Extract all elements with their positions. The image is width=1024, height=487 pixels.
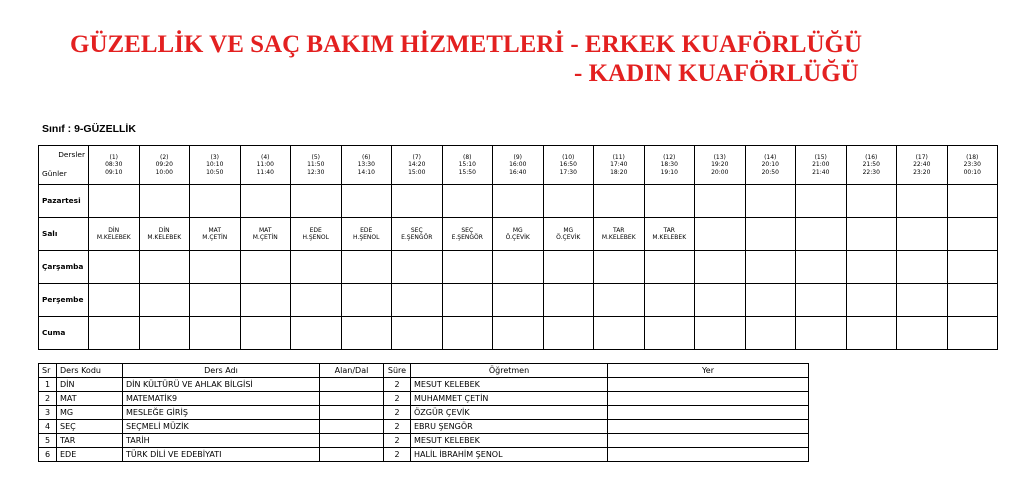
period-end: 16:40: [509, 168, 527, 176]
period-num: (4): [261, 153, 270, 161]
course-field: [320, 378, 384, 392]
header-place: Yer: [608, 364, 809, 378]
lesson-cell: [897, 251, 948, 284]
course-sr: 4: [39, 420, 57, 434]
lesson-cell: [644, 251, 695, 284]
lesson-cell: [543, 317, 594, 350]
course-row: [39, 406, 809, 420]
period-num: (10): [562, 153, 575, 161]
lesson-cell: [291, 284, 342, 317]
course-name: TÜRK DİLİ VE EDEBİYATI: [123, 448, 320, 462]
period-header: [644, 146, 695, 185]
period-num: (5): [311, 153, 320, 161]
lesson-cell: [493, 218, 544, 251]
lesson-cell: [139, 185, 190, 218]
course-duration: 2: [384, 406, 411, 420]
course-code: TAR: [57, 434, 123, 448]
course-teacher: EBRU ŞENGÖR: [411, 420, 608, 434]
course-sr: 5: [39, 434, 57, 448]
course-row: [39, 448, 809, 462]
course-duration: 2: [384, 434, 411, 448]
period-end: 23:20: [913, 168, 931, 176]
period-num: (11): [612, 153, 625, 161]
period-start: 15:10: [458, 161, 476, 169]
lesson-teacher: Ö.ÇEVİK: [505, 234, 530, 241]
period-header: [493, 146, 544, 185]
day-row: [39, 251, 998, 284]
period-header: [897, 146, 948, 185]
lesson-cell: [796, 218, 847, 251]
period-end: 10:50: [206, 168, 224, 176]
lesson-cell: [594, 284, 645, 317]
lesson-cell: [341, 218, 392, 251]
lesson-cell: [493, 317, 544, 350]
header-teacher: Öğretmen: [411, 364, 608, 378]
period-header: [947, 146, 998, 185]
course-name: TARİH: [123, 434, 320, 448]
period-end: 15:50: [458, 168, 476, 176]
lesson-cell: [644, 185, 695, 218]
period-end: 19:10: [660, 168, 678, 176]
course-field: [320, 406, 384, 420]
period-start: 11:50: [307, 161, 325, 169]
course-code: MAT: [57, 392, 123, 406]
course-teacher: HALİL İBRAHİM ŞENOL: [411, 448, 608, 462]
lesson-cell: [796, 317, 847, 350]
lesson-cell: [190, 317, 241, 350]
lesson-cell: [392, 284, 443, 317]
lesson-cell: [341, 185, 392, 218]
period-start: 21:50: [862, 161, 880, 169]
weekly-schedule-table: [38, 145, 998, 350]
course-code: DİN: [57, 378, 123, 392]
course-duration: 2: [384, 378, 411, 392]
lesson-cell: [695, 317, 746, 350]
period-start: 08:30: [105, 161, 123, 169]
course-sr: 6: [39, 448, 57, 462]
period-header: [341, 146, 392, 185]
lesson-cell: [89, 317, 140, 350]
period-end: 12:30: [307, 168, 325, 176]
lesson-teacher: M.KELEBEK: [96, 234, 131, 241]
lesson-cell: [341, 284, 392, 317]
period-start: 18:30: [660, 161, 678, 169]
lesson-cell: [543, 185, 594, 218]
lesson-cell: [493, 251, 544, 284]
lesson-cell: [442, 317, 493, 350]
lesson-cell: [190, 251, 241, 284]
period-start: 22:40: [913, 161, 931, 169]
lesson-cell: [89, 185, 140, 218]
period-num: (15): [814, 153, 827, 161]
header-name: Ders Adı: [123, 364, 320, 378]
period-num: (14): [764, 153, 777, 161]
course-field: [320, 392, 384, 406]
period-num: (9): [513, 153, 522, 161]
period-num: (13): [713, 153, 726, 161]
class-label: Sınıf : 9-GÜZELLİK: [42, 123, 136, 135]
period-header: [442, 146, 493, 185]
lesson-cell: [846, 284, 897, 317]
day-label: Cuma: [39, 317, 89, 350]
period-header: [796, 146, 847, 185]
day-label: Çarşamba: [39, 251, 89, 284]
course-sr: 3: [39, 406, 57, 420]
lesson-cell: [745, 251, 796, 284]
course-code: EDE: [57, 448, 123, 462]
lesson-teacher: M.KELEBEK: [652, 234, 687, 241]
lesson-cell: [392, 251, 443, 284]
lesson-cell: [745, 185, 796, 218]
lesson-code: MAT: [259, 226, 272, 234]
course-duration: 2: [384, 392, 411, 406]
lesson-cell: [897, 284, 948, 317]
period-header: [291, 146, 342, 185]
period-end: 20:00: [711, 168, 729, 176]
lesson-cell: [695, 185, 746, 218]
lesson-cell: [392, 218, 443, 251]
period-end: 09:10: [105, 168, 123, 176]
lesson-cell: [846, 218, 897, 251]
period-num: (12): [663, 153, 676, 161]
course-name: MESLEĞE GİRİŞ: [123, 406, 320, 420]
period-start: 19:20: [711, 161, 729, 169]
lesson-cell: [897, 317, 948, 350]
lesson-cell: [139, 317, 190, 350]
period-num: (1): [109, 153, 118, 161]
day-row: [39, 284, 998, 317]
period-end: 17:30: [559, 168, 577, 176]
period-start: 13:30: [357, 161, 375, 169]
header-sr: Sr: [39, 364, 57, 378]
lesson-cell: [240, 317, 291, 350]
period-header: [543, 146, 594, 185]
course-list-table: [38, 363, 809, 462]
period-header: [240, 146, 291, 185]
page-title-line-1: GÜZELLİK VE SAÇ BAKIM HİZMETLERİ - ERKEK KUAFÖRLÜĞÜ: [70, 31, 863, 58]
lesson-teacher: E.ŞENGÖR: [451, 234, 483, 241]
lesson-cell: [240, 218, 291, 251]
course-header-row: [39, 364, 809, 378]
period-header: [139, 146, 190, 185]
lesson-cell: [745, 284, 796, 317]
course-row: [39, 434, 809, 448]
lesson-cell: [796, 185, 847, 218]
corner-lessons-label: Dersler: [58, 150, 85, 159]
lesson-teacher: M.KELEBEK: [147, 234, 182, 241]
period-header: [846, 146, 897, 185]
lesson-code: EDE: [360, 226, 373, 234]
day-row: [39, 185, 998, 218]
lesson-cell: [341, 317, 392, 350]
period-start: 09:20: [155, 161, 173, 169]
lesson-cell: [644, 218, 695, 251]
lesson-cell: [392, 185, 443, 218]
period-num: (7): [412, 153, 421, 161]
lesson-cell: [594, 317, 645, 350]
lesson-cell: [543, 284, 594, 317]
lesson-cell: [543, 218, 594, 251]
period-num: (2): [160, 153, 169, 161]
period-end: 14:10: [357, 168, 375, 176]
lesson-teacher: M.ÇETİN: [252, 234, 278, 241]
period-num: (3): [210, 153, 219, 161]
period-start: 20:10: [761, 161, 779, 169]
course-name: SEÇMELİ MÜZİK: [123, 420, 320, 434]
course-duration: 2: [384, 448, 411, 462]
lesson-cell: [291, 317, 342, 350]
course-list-body: [39, 378, 809, 462]
lesson-cell: [947, 284, 998, 317]
period-end: 15:00: [408, 168, 426, 176]
course-field: [320, 434, 384, 448]
course-row: [39, 420, 809, 434]
day-row: [39, 218, 998, 251]
course-teacher: MESUT KELEBEK: [411, 434, 608, 448]
course-place: [608, 378, 809, 392]
lesson-teacher: M.KELEBEK: [601, 234, 636, 241]
lesson-cell: [846, 317, 897, 350]
lesson-cell: [947, 185, 998, 218]
lesson-cell: [442, 185, 493, 218]
course-row: [39, 392, 809, 406]
period-end: 22:30: [862, 168, 880, 176]
lesson-cell: [493, 185, 544, 218]
lesson-code: SEÇ: [410, 226, 423, 234]
course-teacher: MESUT KELEBEK: [411, 378, 608, 392]
course-sr: 1: [39, 378, 57, 392]
lesson-cell: [89, 218, 140, 251]
course-field: [320, 420, 384, 434]
lesson-cell: [139, 218, 190, 251]
course-code: SEÇ: [57, 420, 123, 434]
period-start: 16:00: [509, 161, 527, 169]
course-sr: 2: [39, 392, 57, 406]
course-place: [608, 420, 809, 434]
period-end: 00:10: [963, 168, 981, 176]
schedule-body: [39, 185, 998, 350]
period-end: 11:40: [256, 168, 274, 176]
lesson-cell: [291, 185, 342, 218]
lesson-code: DİN: [108, 226, 120, 234]
period-header: [190, 146, 241, 185]
lesson-cell: [695, 284, 746, 317]
lesson-cell: [240, 251, 291, 284]
period-num: (6): [362, 153, 371, 161]
period-start: 11:00: [256, 161, 274, 169]
period-num: (17): [915, 153, 928, 161]
corner-days-label: Günler: [42, 168, 67, 178]
course-field: [320, 448, 384, 462]
lesson-cell: [594, 185, 645, 218]
lesson-cell: [442, 218, 493, 251]
period-end: 20:50: [761, 168, 779, 176]
period-end: 18:20: [610, 168, 628, 176]
course-duration: 2: [384, 420, 411, 434]
lesson-cell: [846, 185, 897, 218]
lesson-teacher: H.ŞENOL: [353, 234, 380, 241]
period-start: 14:20: [408, 161, 426, 169]
lesson-cell: [190, 284, 241, 317]
day-label: Perşembe: [39, 284, 89, 317]
lesson-cell: [745, 218, 796, 251]
period-start: 17:40: [610, 161, 628, 169]
header-code: Ders Kodu: [57, 364, 123, 378]
period-num: (16): [865, 153, 878, 161]
period-header: [695, 146, 746, 185]
lesson-cell: [291, 218, 342, 251]
lesson-cell: [240, 185, 291, 218]
lesson-cell: [89, 284, 140, 317]
lesson-cell: [947, 218, 998, 251]
schedule-header-row: [39, 146, 998, 185]
header-duration: Süre: [384, 364, 411, 378]
course-place: [608, 448, 809, 462]
day-row: [39, 317, 998, 350]
course-place: [608, 406, 809, 420]
period-start: 16:50: [559, 161, 577, 169]
lesson-cell: [442, 284, 493, 317]
lesson-teacher: E.ŞENGÖR: [401, 234, 433, 241]
course-teacher: MUHAMMET ÇETİN: [411, 392, 608, 406]
lesson-cell: [594, 218, 645, 251]
lesson-cell: [240, 284, 291, 317]
course-name: MATEMATİK9: [123, 392, 320, 406]
lesson-cell: [897, 185, 948, 218]
course-place: [608, 392, 809, 406]
lesson-code: MG: [512, 226, 523, 234]
lesson-code: TAR: [663, 226, 675, 234]
period-header: [594, 146, 645, 185]
lesson-code: DİN: [158, 226, 170, 234]
lesson-cell: [341, 251, 392, 284]
lesson-teacher: M.ÇETİN: [202, 234, 228, 241]
period-num: (18): [966, 153, 979, 161]
period-header: [745, 146, 796, 185]
lesson-cell: [947, 317, 998, 350]
course-place: [608, 434, 809, 448]
lesson-cell: [190, 218, 241, 251]
lesson-cell: [745, 317, 796, 350]
lesson-cell: [442, 251, 493, 284]
period-end: 21:40: [812, 168, 830, 176]
lesson-code: SEÇ: [461, 226, 474, 234]
lesson-cell: [695, 218, 746, 251]
lesson-code: TAR: [613, 226, 625, 234]
lesson-cell: [291, 251, 342, 284]
period-end: 10:00: [155, 168, 173, 176]
course-row: [39, 378, 809, 392]
lesson-cell: [543, 251, 594, 284]
period-num: (8): [463, 153, 472, 161]
lesson-cell: [139, 284, 190, 317]
lesson-cell: [139, 251, 190, 284]
lesson-code: EDE: [309, 226, 322, 234]
day-label: Salı: [39, 218, 89, 251]
lesson-cell: [796, 284, 847, 317]
course-teacher: ÖZGÜR ÇEVİK: [411, 406, 608, 420]
lesson-teacher: H.ŞENOL: [302, 234, 329, 241]
lesson-cell: [644, 317, 695, 350]
lesson-cell: [594, 251, 645, 284]
period-start: 10:10: [206, 161, 224, 169]
lesson-cell: [796, 251, 847, 284]
day-label: Pazartesi: [39, 185, 89, 218]
period-start: 21:00: [812, 161, 830, 169]
lesson-teacher: Ö.ÇEVİK: [556, 234, 581, 241]
header-field: Alan/Dal: [320, 364, 384, 378]
period-header: [392, 146, 443, 185]
period-header: [89, 146, 140, 185]
lesson-cell: [493, 284, 544, 317]
lesson-cell: [392, 317, 443, 350]
course-code: MG: [57, 406, 123, 420]
course-name: DİN KÜLTÜRÜ VE AHLAK BİLGİSİ: [123, 378, 320, 392]
lesson-cell: [89, 251, 140, 284]
lesson-cell: [644, 284, 695, 317]
schedule-corner-cell: [39, 146, 89, 185]
lesson-cell: [947, 251, 998, 284]
lesson-cell: [897, 218, 948, 251]
lesson-cell: [190, 185, 241, 218]
lesson-code: MG: [563, 226, 574, 234]
period-start: 23:30: [963, 161, 981, 169]
page-title-line-2: - KADIN KUAFÖRLÜĞÜ: [574, 60, 859, 87]
lesson-cell: [846, 251, 897, 284]
lesson-code: MAT: [208, 226, 221, 234]
lesson-cell: [695, 251, 746, 284]
